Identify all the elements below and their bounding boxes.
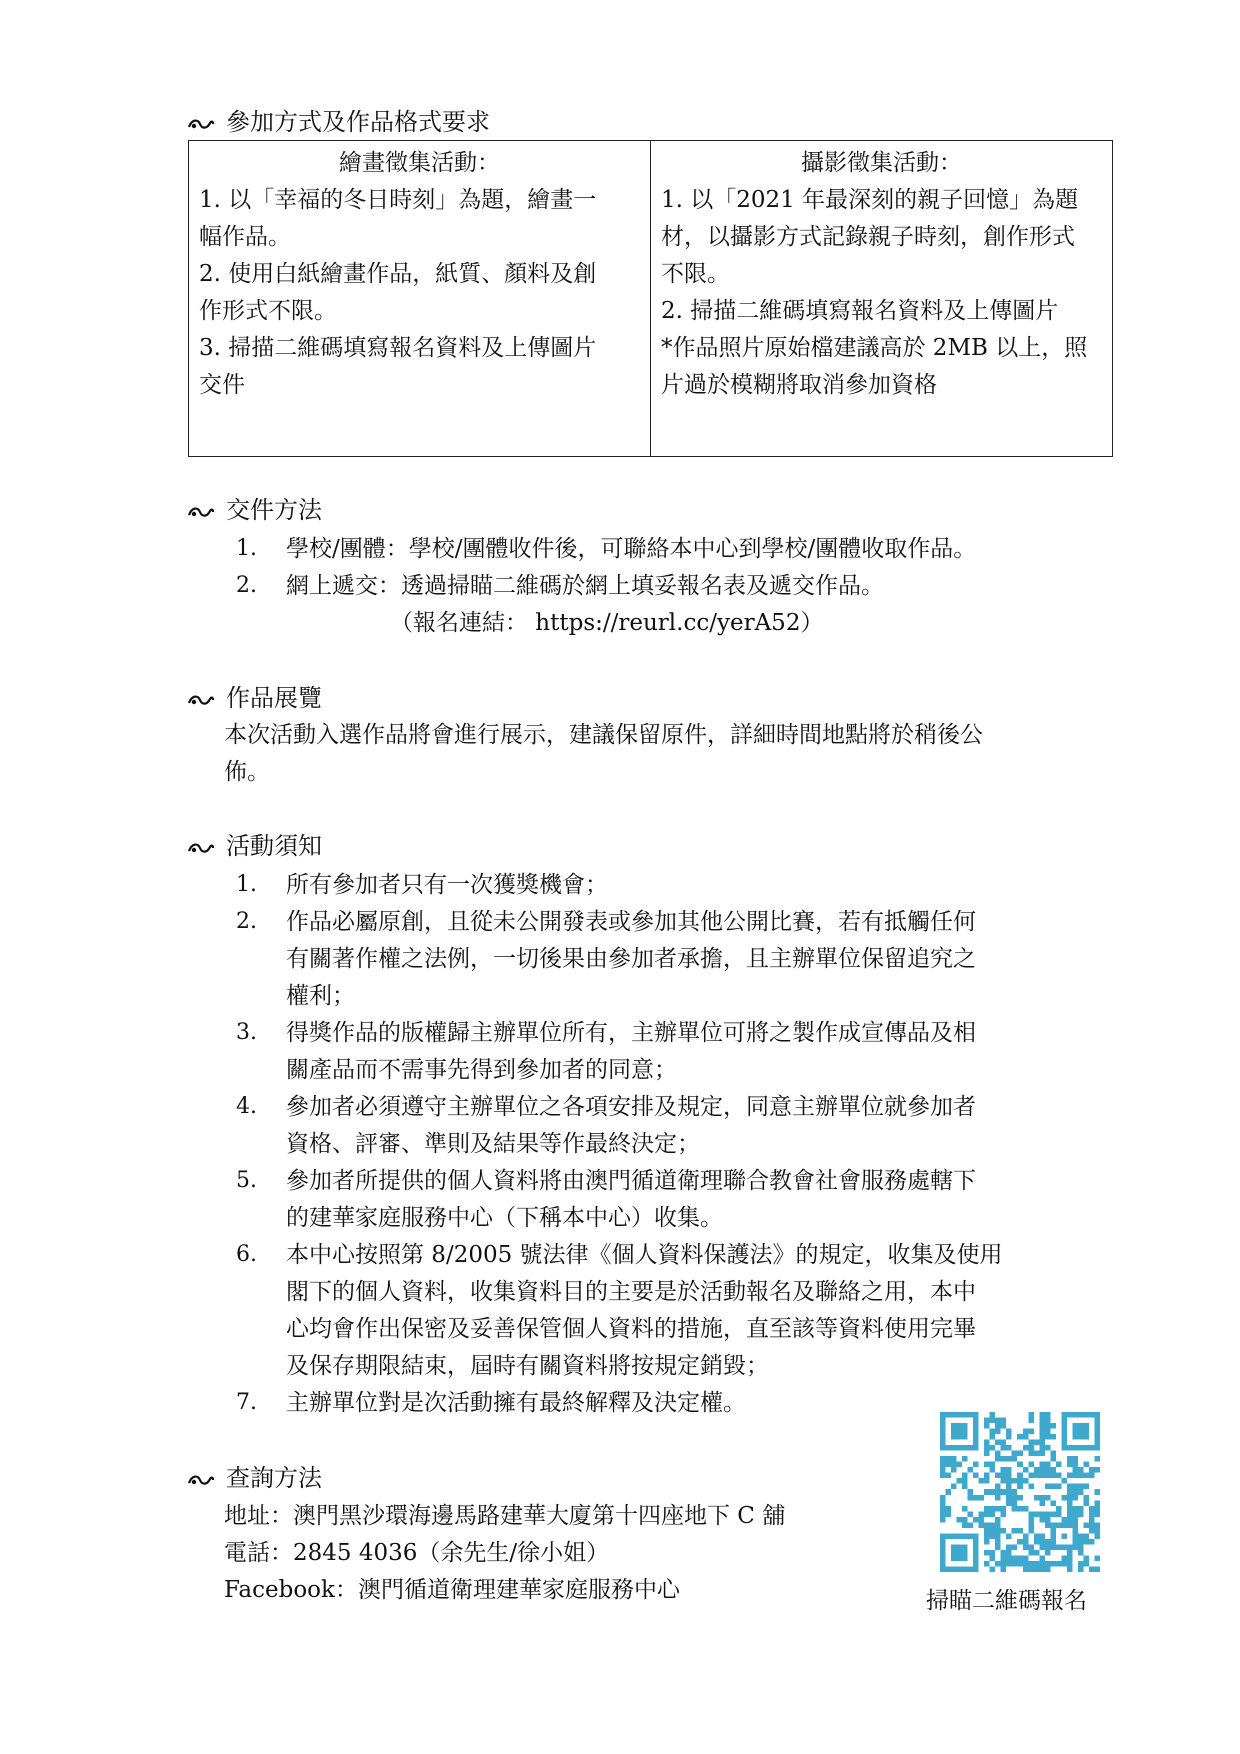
list-number: 5. [236, 1168, 257, 1193]
exhibition-text: 本次活動入選作品將會進行展示，建議保留原件，詳細時間地點將於稍後公 [224, 722, 983, 748]
list-item: 關產品而不需事先得到參加者的同意； [286, 1057, 677, 1083]
list-item: 權利； [286, 983, 355, 1009]
fleuron-bullet-icon [188, 1473, 214, 1487]
fleuron-bullet-icon [188, 693, 214, 707]
list-number: 2. [236, 573, 257, 598]
section-heading-format: 參加方式及作品格式要求 [188, 106, 490, 138]
list-number: 3. [236, 1020, 257, 1045]
contact-phone: 電話：2845 4036（余先生/徐小姐） [224, 1540, 610, 1566]
list-item: 參加者所提供的個人資料將由澳門循道衛理聯合教會社會服務處轄下 [286, 1168, 976, 1194]
list-number: 6. [236, 1242, 257, 1267]
fleuron-bullet-icon [188, 117, 214, 131]
photo-title: 攝影徵集活動： [801, 150, 962, 176]
list-item: 主辦單位對是次活動擁有最終解釋及決定權。 [286, 1390, 746, 1416]
painting-line: 2. 使用白紙繪畫作品，紙質、顏料及創 [199, 261, 597, 287]
qr-caption: 掃瞄二維碼報名 [926, 1588, 1087, 1614]
photo-line: 1. 以「2021 年最深刻的親子回憶」為題 [661, 187, 1079, 213]
fleuron-bullet-icon [188, 505, 214, 519]
list-item: 學校/團體：學校/團體收件後，可聯絡本中心到學校/團體收取作品。 [286, 536, 977, 562]
list-item: 閣下的個人資料，收集資料目的主要是於活動報名及聯絡之用，本中 [286, 1279, 976, 1305]
painting-cell [189, 141, 651, 457]
contact-facebook: Facebook：澳門循道衛理建華家庭服務中心 [224, 1577, 680, 1603]
list-item: 的建華家庭服務中心（下稱本中心）收集。 [286, 1205, 723, 1231]
section-heading-notes: 活動須知 [188, 830, 322, 862]
list-item: 網上遞交：透過掃瞄二維碼於網上填妥報名表及遞交作品。 [286, 573, 884, 599]
list-item: 心均會作出保密及妥善保管個人資料的措施，直至該等資料使用完畢 [286, 1316, 976, 1342]
list-item: 本中心按照第 8/2005 號法律《個人資料保護法》的規定，收集及使用 [286, 1242, 1003, 1268]
photo-line: 不限。 [661, 261, 730, 287]
painting-line: 交件 [199, 372, 245, 398]
list-item: 得獎作品的版權歸主辦單位所有，主辦單位可將之製作成宣傳品及相 [286, 1020, 976, 1046]
fleuron-bullet-icon [188, 841, 214, 855]
section-heading-submission: 交件方法 [188, 494, 322, 526]
list-number: 1. [236, 536, 257, 561]
painting-title: 繪畫徵集活動： [339, 150, 500, 176]
photo-line: 2. 掃描二維碼填寫報名資料及上傳圖片 [661, 298, 1059, 324]
photo-line: *作品照片原始檔建議高於 2MB 以上，照 [661, 335, 1088, 361]
list-number: 2. [236, 909, 257, 934]
format-requirements-table [188, 140, 1113, 457]
qr-code-icon[interactable] [940, 1412, 1100, 1572]
list-item: 所有參加者只有一次獲獎機會； [286, 872, 608, 898]
contact-address: 地址：澳門黑沙環海邊馬路建華大廈第十四座地下 C 舖 [224, 1503, 786, 1529]
painting-line: 作形式不限。 [199, 298, 337, 324]
list-number: 4. [236, 1094, 257, 1119]
list-item: 作品必屬原創，且從未公開發表或參加其他公開比賽，若有抵觸任何 [286, 909, 976, 935]
list-number: 7. [236, 1390, 257, 1415]
photo-line: 材，以攝影方式記錄親子時刻，創作形式 [661, 224, 1075, 250]
section-heading-exhibition: 作品展覽 [188, 682, 322, 714]
registration-link[interactable]: （報名連結： https://reurl.cc/yerA52） [390, 610, 824, 636]
painting-line: 1. 以「幸福的冬日時刻」為題，繪畫一 [199, 187, 597, 213]
section-heading-contact: 查詢方法 [188, 1462, 322, 1494]
exhibition-text: 佈。 [224, 759, 270, 785]
list-item: 參加者必須遵守主辦單位之各項安排及規定，同意主辦單位就參加者 [286, 1094, 976, 1120]
photo-line: 片過於模糊將取消參加資格 [661, 372, 937, 398]
list-number: 1. [236, 872, 257, 897]
painting-line: 幅作品。 [199, 224, 291, 250]
list-item: 及保存期限結束，屆時有關資料將按規定銷毀； [286, 1353, 769, 1379]
photo-cell [651, 141, 1113, 457]
list-item: 有關著作權之法例，一切後果由參加者承擔，且主辦單位保留追究之 [286, 946, 976, 972]
painting-line: 3. 掃描二維碼填寫報名資料及上傳圖片 [199, 335, 597, 361]
list-item: 資格、評審、準則及結果等作最終決定； [286, 1131, 700, 1157]
